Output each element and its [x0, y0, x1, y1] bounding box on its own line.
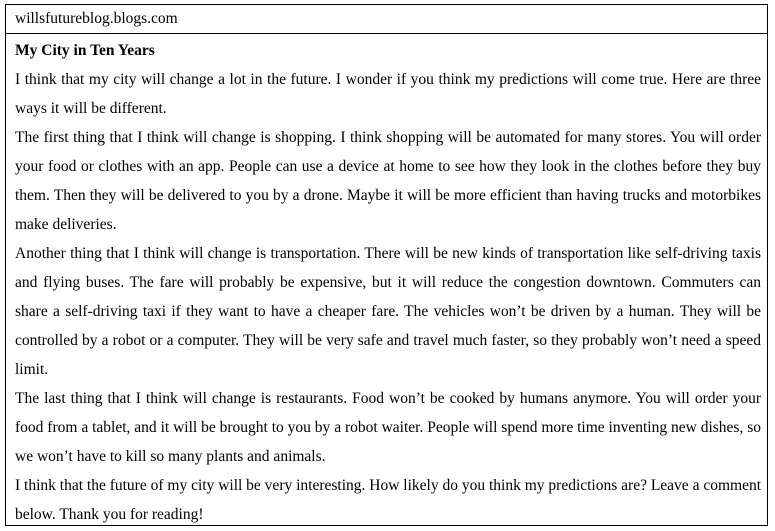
post-content	[6, 34, 767, 529]
blog-url: willsfutureblog.blogs.com	[15, 10, 178, 27]
post-paragraph-restaurants: The last thing that I think will change is restaurants. Food won’t be cooked by humans anymore. You will order your food from a tablet, and it will be brought to you by a robot waiter. People will spend more time inventing new dishes, so we won’t have to kill so many plants and animals.	[15, 390, 761, 465]
blog-post-box	[5, 4, 768, 526]
post-title: My City in Ten Years	[15, 42, 155, 59]
post-paragraph-intro: I think that my city will change a lot in the future. I wonder if you think my predictions will come true. Here are three ways it will be different.	[15, 71, 761, 117]
post-paragraph-conclusion: I think that the future of my city will be very interesting. How likely do you think my predictions are? Leave a comment below. Thank you for reading!	[15, 477, 761, 523]
post-paragraph-transportation: Another thing that I think will change is transportation. There will be new kinds of transportation like self-driving taxis and flying buses. The fare will probably be expensive, but it will reduce the congestion downtown. Commuters can share a self-driving taxi if they want to have a cheaper fare. The vehicles won’t be driven by a human. They will be controlled by a robot or a computer. They will be very safe and travel much faster, so they probably won’t need a speed limit.	[15, 245, 761, 378]
blog-url-row	[6, 5, 767, 34]
post-paragraph-shopping: The first thing that I think will change is shopping. I think shopping will be automated for many stores. You will order your food or clothes with an app. People can use a device at home to see how they look in the clothes before they buy them. Then they will be delivered to you by a drone. Maybe it will be more efficient than having trucks and motorbikes make deliveries.	[15, 129, 761, 233]
